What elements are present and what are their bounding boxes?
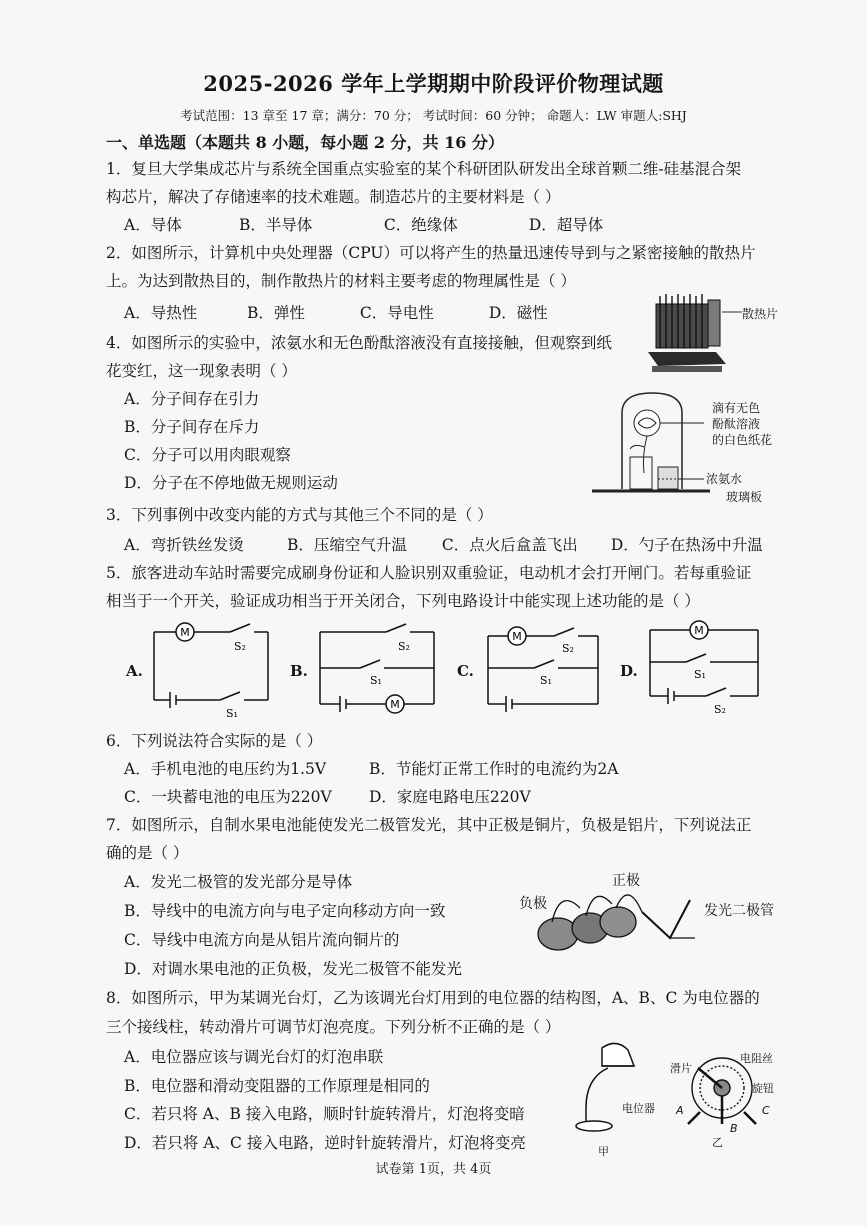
q1-option-d[interactable]: D．超导体 (528, 216, 604, 234)
q3-option-b[interactable]: B．压缩空气升温 (286, 536, 407, 554)
q8-option-d[interactable]: D．若只将 A、C 接入电路，逆时针旋转滑片，灯泡将变亮 (124, 1134, 526, 1152)
heatsink-label: 散热片 (742, 307, 779, 321)
q4-text-line1: 4．如图所示的实验中，浓氨水和无色酚酞溶液没有直接接触，但观察到纸 (106, 334, 612, 352)
q1-option-b[interactable]: B．半导体 (238, 216, 313, 234)
bell-jar-flower-label (712, 400, 772, 448)
terminal-b-label: B (730, 1122, 738, 1135)
circuit-d-label[interactable]: D. (620, 662, 638, 680)
circuit-b-s1: S₁ (370, 674, 382, 687)
circuit-b-label[interactable]: B. (290, 662, 308, 680)
circuit-d-motor: M (694, 624, 704, 637)
q6-option-d[interactable]: D．家庭电路电压220V (368, 788, 531, 806)
desk-lamp-figure (572, 1038, 652, 1138)
circuit-d-s1: S₁ (694, 668, 706, 681)
page-title: 2025-2026 学年上学期期中阶段评价物理试题 (203, 71, 664, 96)
q2-option-c[interactable]: C．导电性 (359, 304, 434, 322)
bell-jar-figure (592, 385, 712, 500)
q3-options (124, 533, 763, 555)
flower-label-line2: 酚酞溶液 (712, 417, 761, 431)
q7-option-c[interactable]: C．导线中电流方向是从铝片流向铜片的 (124, 931, 400, 949)
slider-label: 滑片 (670, 1062, 692, 1075)
q7-text-line1: 7．如图所示，自制水果电池能使发光二极管发光，其中正极是铜片，负极是铝片，下列说法正 (106, 816, 752, 834)
exam-info: 考试范围：13 章至 17 章；满分：70 分； 考试时间：60 分钟； 命题人：LW 审题人:SHJ (180, 108, 687, 123)
q3-option-a[interactable]: A．弯折铁丝发烫 (124, 536, 244, 554)
q8-text-line2: 三个接线柱，转动滑片可调节灯泡亮度。下列分析不正确的是（ ） (106, 1018, 561, 1036)
q1-option-c[interactable]: C．绝缘体 (383, 216, 458, 234)
q8-option-b[interactable]: B．电位器和滑动变阻器的工作原理是相同的 (124, 1077, 430, 1095)
q1-text-line1: 1．复旦大学集成芯片与系统全国重点实验室的某个科研团队研发出全球首颗二维-硅基混合架 (106, 160, 742, 178)
q6-options-row2 (124, 785, 531, 807)
q7-option-b[interactable]: B．导线中的电流方向与电子定向移动方向一致 (124, 902, 446, 920)
led-label: 发光二极管 (704, 903, 774, 919)
q1-option-a[interactable]: A．导体 (124, 216, 182, 234)
resistance-wire-label: 电阻丝 (740, 1052, 773, 1065)
q2-option-b[interactable]: B．弹性 (246, 304, 305, 322)
positive-electrode-label: 正极 (612, 873, 640, 889)
circuit-a (150, 620, 275, 720)
heatsink-figure (646, 290, 779, 376)
terminal-a-label: A (676, 1104, 684, 1117)
q6-options-row1 (124, 757, 618, 779)
circuit-b-motor: M (390, 698, 400, 711)
q2-options (124, 301, 548, 323)
q5-text-line2: 相当于一个开关，验证成功相当于开关闭合，下列电路设计中能实现上述功能的是（ ） (106, 592, 700, 610)
flower-label-line1: 滴有无色 (712, 401, 761, 415)
q7-text-line2: 确的是（ ） (106, 844, 189, 862)
circuit-c-motor: M (512, 630, 522, 643)
q2-option-d[interactable]: D．磁性 (488, 304, 548, 322)
q7-option-a[interactable]: A．发光二极管的发光部分是导体 (124, 873, 353, 891)
q5-text-line1: 5．旅客进动车站时需要完成刷身份证和人脸识别双重验证，电动机才会打开闸门。若每重验证 (106, 564, 752, 582)
q4-option-d[interactable]: D．分子在不停地做无规则运动 (124, 474, 338, 492)
circuit-c-s1: S₁ (540, 674, 552, 687)
q8-option-c[interactable]: C．若只将 A、B 接入电路，顺时针旋转滑片，灯泡将变暗 (124, 1105, 525, 1123)
q4-text-line2: 花变红，这一现象表明（ ） (106, 362, 297, 380)
lamp-caption: 甲 (598, 1145, 609, 1158)
circuit-c-label[interactable]: C. (457, 662, 474, 680)
knob-label: 旋钮 (752, 1082, 774, 1095)
q2-text-line2: 上。为达到散热目的，制作散热片的材料主要考虑的物理属性是（ ） (106, 272, 576, 290)
q6-option-a[interactable]: A．手机电池的电压约为1.5V (124, 760, 327, 778)
q4-option-c[interactable]: C．分子可以用肉眼观察 (124, 446, 291, 464)
q4-option-b[interactable]: B．分子间存在斥力 (124, 418, 260, 436)
circuit-b (316, 620, 441, 720)
ammonia-label: 浓氨水 (706, 472, 743, 486)
q7-option-d[interactable]: D．对调水果电池的正负极，发光二极管不能发光 (124, 960, 462, 978)
terminal-c-label: C (762, 1104, 770, 1117)
fruit-battery-figure (530, 878, 700, 958)
lamp-potentiometer-label: 电位器 (622, 1102, 655, 1115)
q3-option-c[interactable]: C．点火后盒盖飞出 (441, 536, 578, 554)
circuit-c-s2: S₂ (562, 642, 574, 655)
potentiometer-caption: 乙 (712, 1136, 723, 1149)
q3-text-line1: 3．下列事例中改变内能的方式与其他三个不同的是（ ） (106, 506, 493, 524)
q8-option-a[interactable]: A．电位器应该与调光台灯的灯泡串联 (124, 1048, 384, 1066)
glass-plate-label: 玻璃板 (726, 490, 763, 504)
q6-option-b[interactable]: B．节能灯正常工作时的电流约为2A (368, 760, 619, 778)
q6-option-c[interactable]: C．一块蓄电池的电压为220V (124, 788, 332, 806)
section-heading: 一、单选题（本题共 8 小题，每小题 2 分，共 16 分） (106, 133, 504, 152)
page-footer: 试卷第 1页，共 4页 (375, 1162, 492, 1177)
circuit-d-s2: S₂ (714, 703, 726, 716)
flower-label-line3: 的白色纸花 (712, 433, 773, 447)
negative-electrode-label: 负极 (519, 896, 547, 912)
q1-options (124, 213, 603, 235)
q1-text-line2: 构芯片，解决了存储速率的技术难题。制造芯片的主要材料是（ ） (106, 188, 561, 206)
circuit-a-label[interactable]: A. (126, 662, 143, 680)
circuit-a-s1: S₁ (226, 707, 238, 720)
q2-text-line1: 2．如图所示，计算机中央处理器（CPU）可以将产生的热量迅速传导到与之紧密接触的散热片 (106, 244, 756, 262)
circuit-b-s2: S₂ (398, 640, 410, 653)
q8-text-line1: 8．如图所示，甲为某调光台灯，乙为该调光台灯用到的电位器的结构图，A、B、C 为电位器的 (106, 989, 760, 1007)
circuit-a-motor: M (180, 626, 190, 639)
circuit-a-s2: S₂ (234, 640, 246, 653)
circuit-d (646, 618, 771, 718)
q3-option-d[interactable]: D．勺子在热汤中升温 (610, 536, 763, 554)
q2-option-a[interactable]: A．导热性 (124, 304, 198, 322)
q6-text-line1: 6．下列说法符合实际的是（ ） (106, 732, 323, 750)
circuit-c (484, 620, 609, 720)
q4-option-a[interactable]: A．分子间存在引力 (124, 390, 260, 408)
